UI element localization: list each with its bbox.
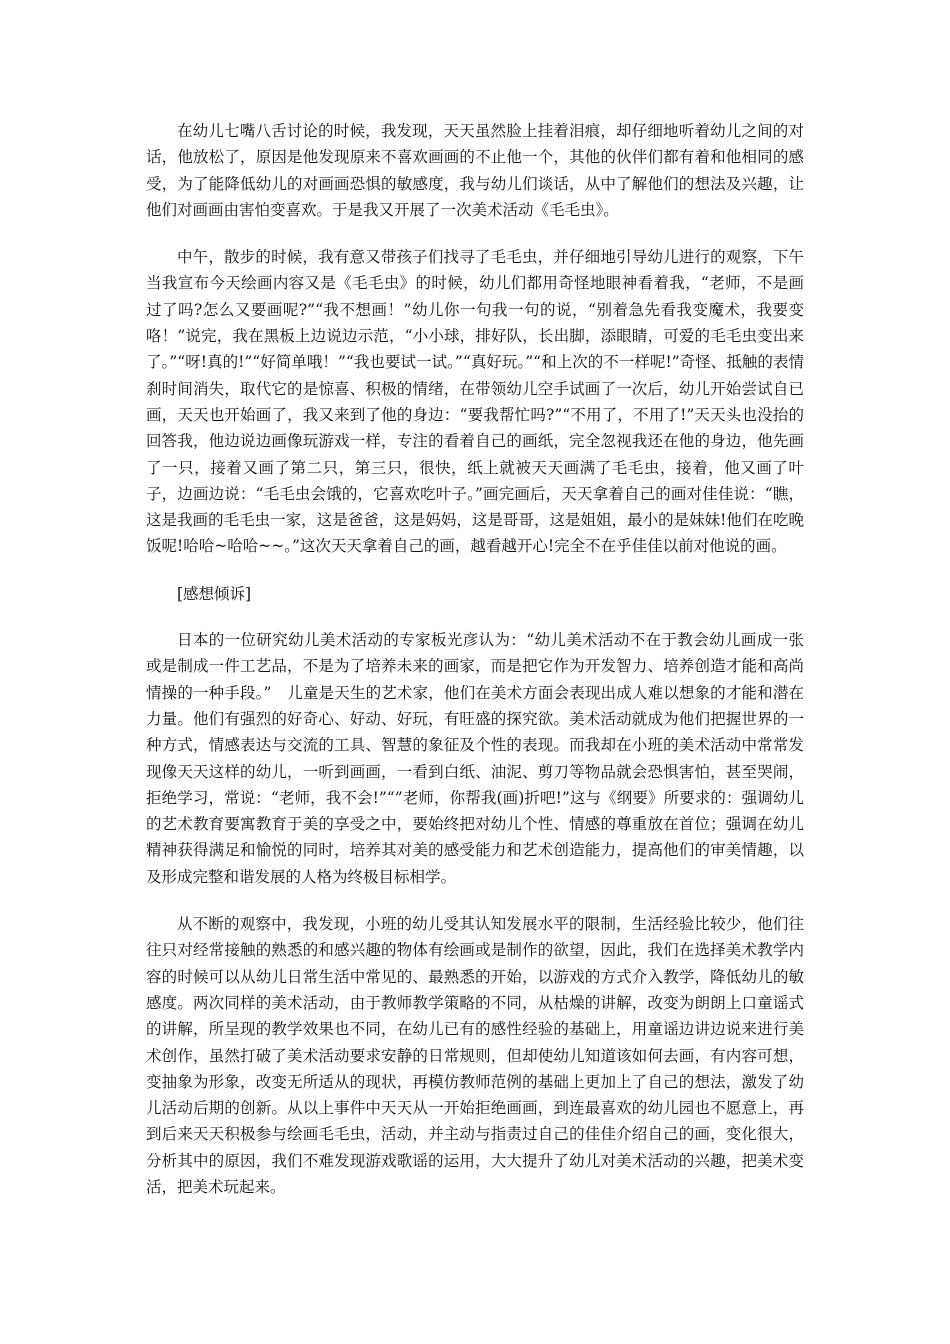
document-body bbox=[146, 118, 804, 1221]
section-heading: [感想倾诉] bbox=[177, 584, 252, 603]
paragraph-expert-view: 日本的一位研究幼儿美术活动的专家板光彦认为：“幼儿美术活动不在于教会幼儿画成一张或是制成一件工艺品，不是为了培养未来的画家，而是把它作为开发智力、培养创造才能和高尚情操的一种手段。” 儿童是天生的艺术家，他们在美术方面会表现出成人难以想象的才能和潜在力量。他们有强烈的好奇心、好动、好玩，有旺盛的探究欲。美术活动就成为他们把握世界的一种方式，情感表达与交流的工具、智慧的象征及个性的表现。而我却在小班的美术活动中常常发现像天天这样的幼儿，一听到画画，一看到白纸、油泥、剪刀等物品就会恐惧害怕，甚至哭闹，拒绝学习，常说：“老师，我不会!”“”老师，你帮我(画)折吧!”这与《纲要》所要求的：强调幼儿的艺术教育要寓教育于美的享受之中，要始终把对幼儿个性、情感的尊重放在首位；强调在幼儿精神获得满足和愉悦的同时，培养其对美的感受能力和艺术创造能力，提高他们的审美情趣，以及形成完整和谐发展的人格为终极目标相学。 bbox=[146, 631, 804, 886]
paragraph-caterpillar-activity: 中午，散步的时候，我有意又带孩子们找寻了毛毛虫，并仔细地引导幼儿进行的观察，下午当我宣布今天绘画内容又是《毛毛虫》的时候，幼儿们都用奇怪地眼神看着我，“老师，不是画过了吗?怎么又要画呢?”“我不想画！”幼儿你一句我一句的说，“别着急先看我变魔术，我要变咯！”说完，我在黑板上边说边示范，“小小球，排好队，长出脚，添眼睛，可爱的毛毛虫变出来了。”“呀!真的!”“好简单哦！”“我也要试一试。”“真好玩。”“和上次的不一样呢!”奇怪、抵触的表情刹时间消失，取代它的是惊喜、积极的情绪，在带领幼儿空手试画了一次后，幼儿开始尝试自已画，天天也开始画了，我又来到了他的身边：“要我帮忙吗?”“不用了，不用了!”天天头也没抬的回答我，他边说边画像玩游戏一样，专注的看着自己的画纸，完全忽视我还在他的身边，他先画了一只，接着又画了第二只，第三只，很快，纸上就被天天画满了毛毛虫，接着，他又画了叶子，边画边说：“毛毛虫会饿的，它喜欢吃叶子。”画完画后，天天拿着自己的画对佳佳说：“瞧，这是我画的毛毛虫一家，这是爸爸，这是妈妈，这是哥哥，这是姐姐，最小的是妹妹!他们在吃晚饭呢!哈哈~哈哈~~。”这次天天拿着自己的画，越看越开心!完全不在乎佳佳以前对他说的画。 bbox=[146, 248, 804, 556]
paragraph-discussion: 在幼儿七嘴八舌讨论的时候，我发现，天天虽然脸上挂着泪痕，却仔细地听着幼儿之间的对话，他放松了，原因是他发现原来不喜欢画画的不止他一个，其他的伙伴们都有着和他相同的感受，为了能降低幼儿的对画画恐惧的敏感度，我与幼儿们谈话，从中了解他们的想法及兴趣，让他们对画画由害怕变喜欢。于是我又开展了一次美术活动《毛毛虫》。 bbox=[146, 122, 804, 219]
paragraph-observation-conclusion: 从不断的观察中，我发现，小班的幼儿受其认知发展水平的限制，生活经验比较少，他们往往只对经常接触的熟悉的和感兴趣的物体有绘画或是制作的欲望，因此，我们在选择美术教学内容的时候可以从幼儿日常生活中常见的、最熟悉的开始，以游戏的方式介入教学，降低幼儿的敏感度。两次同样的美术活动，由于教师教学策略的不同，从枯燥的讲解，改变为朗朗上口童谣式的讲解，所呈现的教学效果也不同，在幼儿已有的感性经验的基础上，用童谣边讲边说来进行美术创作，虽然打破了美术活动要求安静的日常规则，但却使幼儿知道该如何去画，有内容可想，变抽象为形象，改变无所适从的现状，再模仿教师范例的基础上更加上了自己的想法，激发了幼儿活动后期的创新。从以上事件中天天从一开始拒绝画画，到连最喜欢的幼儿园也不愿意上，再到后来天天积极参与绘画毛毛虫，活动，并主动与指责过自己的佳佳介绍自己的画，变化很大，分析其中的原因，我们不难发现游戏歌谣的运用，大大提升了幼儿对美术活动的兴趣，把美术变活，把美术玩起来。 bbox=[146, 915, 804, 1196]
